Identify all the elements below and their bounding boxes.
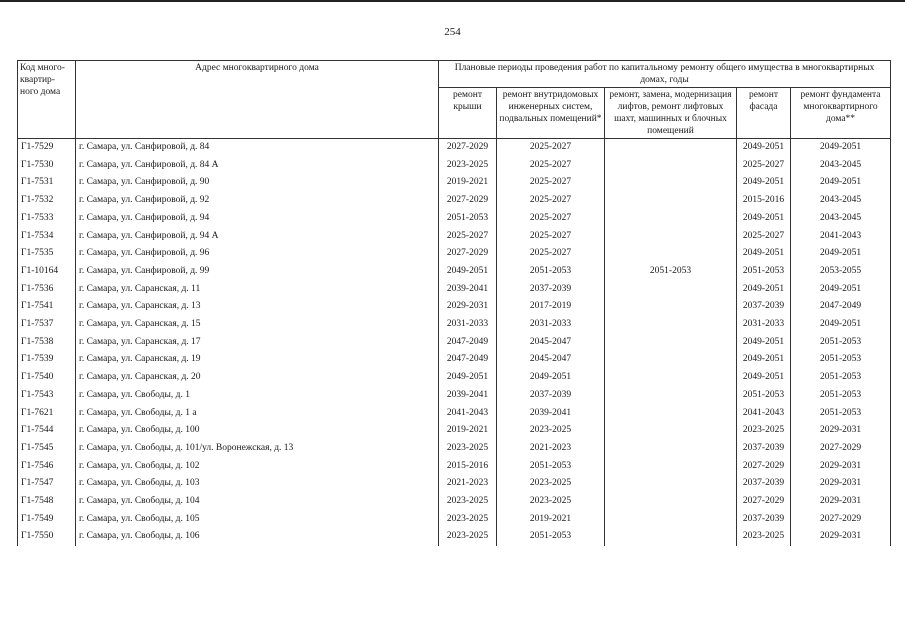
cell-foundation: 2051-2053 — [791, 351, 891, 369]
cell-roof: 2015-2016 — [439, 458, 497, 476]
cell-facade: 2037-2039 — [737, 298, 791, 316]
cell-foundation: 2051-2053 — [791, 369, 891, 387]
cell-engineering: 2025-2027 — [497, 157, 605, 175]
cell-foundation: 2049-2051 — [791, 316, 891, 334]
cell-code: Г1-7540 — [18, 369, 76, 387]
cell-facade: 2037-2039 — [737, 511, 791, 529]
cell-roof: 2047-2049 — [439, 351, 497, 369]
cell-facade: 2049-2051 — [737, 281, 791, 299]
cell-code: Г1-7529 — [18, 139, 76, 157]
cell-lifts — [605, 387, 737, 405]
cell-roof: 2051-2053 — [439, 210, 497, 228]
cell-facade: 2031-2033 — [737, 316, 791, 334]
cell-foundation: 2043-2045 — [791, 192, 891, 210]
cell-roof: 2039-2041 — [439, 387, 497, 405]
cell-address: г. Самара, ул. Свободы, д. 101/ул. Воронежская, д. 13 — [76, 440, 439, 458]
cell-roof: 2027-2029 — [439, 245, 497, 263]
table-row — [18, 210, 891, 228]
cell-engineering: 2025-2027 — [497, 245, 605, 263]
cell-foundation: 2041-2043 — [791, 228, 891, 246]
table-row — [18, 245, 891, 263]
cell-engineering: 2051-2053 — [497, 263, 605, 281]
cell-foundation: 2043-2045 — [791, 157, 891, 175]
cell-engineering: 2023-2025 — [497, 422, 605, 440]
cell-lifts — [605, 475, 737, 493]
cell-roof: 2047-2049 — [439, 334, 497, 352]
cell-code: Г1-7544 — [18, 422, 76, 440]
cell-lifts — [605, 405, 737, 423]
cell-foundation: 2051-2053 — [791, 334, 891, 352]
table-row — [18, 228, 891, 246]
table-row — [18, 351, 891, 369]
cell-address: г. Самара, ул. Свободы, д. 1 а — [76, 405, 439, 423]
cell-lifts — [605, 281, 737, 299]
cell-foundation: 2047-2049 — [791, 298, 891, 316]
cell-lifts — [605, 511, 737, 529]
cell-engineering: 2045-2047 — [497, 334, 605, 352]
cell-engineering: 2037-2039 — [497, 387, 605, 405]
cell-engineering: 2025-2027 — [497, 174, 605, 192]
cell-address: г. Самара, ул. Санфировой, д. 84 — [76, 139, 439, 157]
cell-roof: 2023-2025 — [439, 511, 497, 529]
table-body — [18, 139, 891, 547]
cell-code: Г1-7541 — [18, 298, 76, 316]
table-row — [18, 387, 891, 405]
cell-foundation: 2053-2055 — [791, 263, 891, 281]
cell-address: г. Самара, ул. Свободы, д. 102 — [76, 458, 439, 476]
cell-roof: 2019-2021 — [439, 174, 497, 192]
cell-address: г. Самара, ул. Санфировой, д. 96 — [76, 245, 439, 263]
cell-foundation: 2043-2045 — [791, 210, 891, 228]
cell-roof: 2025-2027 — [439, 228, 497, 246]
cell-engineering: 2017-2019 — [497, 298, 605, 316]
cell-foundation: 2051-2053 — [791, 405, 891, 423]
cell-code: Г1-7543 — [18, 387, 76, 405]
cell-engineering: 2049-2051 — [497, 369, 605, 387]
cell-foundation: 2049-2051 — [791, 174, 891, 192]
cell-lifts — [605, 245, 737, 263]
cell-address: г. Самара, ул. Санфировой, д. 99 — [76, 263, 439, 281]
cell-address: г. Самара, ул. Саранская, д. 13 — [76, 298, 439, 316]
cell-facade: 2023-2025 — [737, 528, 791, 546]
cell-roof: 2049-2051 — [439, 263, 497, 281]
cell-address: г. Самара, ул. Свободы, д. 106 — [76, 528, 439, 546]
cell-facade: 2049-2051 — [737, 174, 791, 192]
header-code: Код много-квартир-ного дома — [18, 61, 76, 139]
header-engineering: ремонт внутридомовых инженерных систем, подвальных помещений* — [497, 88, 605, 139]
cell-address: г. Самара, ул. Свободы, д. 1 — [76, 387, 439, 405]
header-lifts: ремонт, замена, модернизация лифтов, ремонт лифтовых шахт, машинных и блочных помещений — [605, 88, 737, 139]
cell-foundation: 2049-2051 — [791, 245, 891, 263]
cell-engineering: 2021-2023 — [497, 440, 605, 458]
table-row — [18, 528, 891, 546]
capital-repair-schedule-table — [17, 60, 891, 546]
cell-code: Г1-7539 — [18, 351, 76, 369]
cell-address: г. Самара, ул. Саранская, д. 17 — [76, 334, 439, 352]
cell-lifts — [605, 316, 737, 334]
table-row — [18, 316, 891, 334]
cell-address: г. Самара, ул. Санфировой, д. 94 А — [76, 228, 439, 246]
cell-roof: 2027-2029 — [439, 139, 497, 157]
cell-engineering: 2051-2053 — [497, 458, 605, 476]
cell-facade: 2027-2029 — [737, 458, 791, 476]
cell-code: Г1-10164 — [18, 263, 76, 281]
cell-facade: 2049-2051 — [737, 351, 791, 369]
cell-lifts — [605, 493, 737, 511]
cell-facade: 2049-2051 — [737, 210, 791, 228]
cell-code: Г1-7548 — [18, 493, 76, 511]
cell-roof: 2049-2051 — [439, 369, 497, 387]
cell-facade: 2051-2053 — [737, 387, 791, 405]
cell-roof: 2023-2025 — [439, 528, 497, 546]
cell-code: Г1-7549 — [18, 511, 76, 529]
cell-lifts — [605, 334, 737, 352]
table-row — [18, 139, 891, 157]
cell-code: Г1-7537 — [18, 316, 76, 334]
cell-code: Г1-7532 — [18, 192, 76, 210]
page-number: 254 — [444, 26, 461, 38]
cell-engineering: 2037-2039 — [497, 281, 605, 299]
header-address: Адрес многоквартирного дома — [76, 61, 439, 139]
cell-lifts — [605, 139, 737, 157]
cell-roof: 2031-2033 — [439, 316, 497, 334]
cell-roof: 2021-2023 — [439, 475, 497, 493]
cell-code: Г1-7534 — [18, 228, 76, 246]
cell-facade: 2037-2039 — [737, 475, 791, 493]
cell-code: Г1-7547 — [18, 475, 76, 493]
cell-lifts — [605, 440, 737, 458]
cell-address: г. Самара, ул. Саранская, д. 11 — [76, 281, 439, 299]
cell-code: Г1-7550 — [18, 528, 76, 546]
table-row — [18, 192, 891, 210]
header-planned-periods: Плановые периоды проведения работ по капитальному ремонту общего имущества в многоквартирных домах, годы — [439, 61, 891, 88]
cell-foundation: 2029-2031 — [791, 458, 891, 476]
cell-roof: 2027-2029 — [439, 192, 497, 210]
cell-code: Г1-7538 — [18, 334, 76, 352]
cell-address: г. Самара, ул. Саранская, д. 20 — [76, 369, 439, 387]
cell-address: г. Самара, ул. Саранская, д. 19 — [76, 351, 439, 369]
top-border-line — [0, 0, 905, 2]
table-row — [18, 422, 891, 440]
cell-lifts — [605, 228, 737, 246]
cell-engineering: 2051-2053 — [497, 528, 605, 546]
cell-facade: 2041-2043 — [737, 405, 791, 423]
table-row — [18, 334, 891, 352]
table-row — [18, 369, 891, 387]
cell-foundation: 2029-2031 — [791, 422, 891, 440]
cell-address: г. Самара, ул. Санфировой, д. 92 — [76, 192, 439, 210]
cell-lifts — [605, 458, 737, 476]
cell-engineering: 2025-2027 — [497, 192, 605, 210]
table-row — [18, 458, 891, 476]
cell-foundation: 2027-2029 — [791, 511, 891, 529]
cell-roof: 2019-2021 — [439, 422, 497, 440]
cell-roof: 2029-2031 — [439, 298, 497, 316]
cell-address: г. Самара, ул. Свободы, д. 104 — [76, 493, 439, 511]
table-row — [18, 475, 891, 493]
cell-lifts: 2051-2053 — [605, 263, 737, 281]
cell-facade: 2049-2051 — [737, 245, 791, 263]
cell-engineering: 2025-2027 — [497, 210, 605, 228]
cell-lifts — [605, 298, 737, 316]
cell-engineering: 2025-2027 — [497, 139, 605, 157]
cell-engineering: 2023-2025 — [497, 475, 605, 493]
cell-lifts — [605, 192, 737, 210]
table-row — [18, 281, 891, 299]
cell-facade: 2015-2016 — [737, 192, 791, 210]
cell-code: Г1-7536 — [18, 281, 76, 299]
table-row — [18, 493, 891, 511]
cell-foundation: 2049-2051 — [791, 281, 891, 299]
cell-lifts — [605, 157, 737, 175]
cell-lifts — [605, 351, 737, 369]
cell-facade: 2049-2051 — [737, 369, 791, 387]
cell-code: Г1-7531 — [18, 174, 76, 192]
cell-foundation: 2027-2029 — [791, 440, 891, 458]
cell-engineering: 2045-2047 — [497, 351, 605, 369]
cell-facade: 2049-2051 — [737, 334, 791, 352]
cell-foundation: 2029-2031 — [791, 493, 891, 511]
cell-facade: 2049-2051 — [737, 139, 791, 157]
table-header — [18, 61, 891, 139]
cell-address: г. Самара, ул. Санфировой, д. 90 — [76, 174, 439, 192]
table-row — [18, 298, 891, 316]
cell-address: г. Самара, ул. Свободы, д. 103 — [76, 475, 439, 493]
cell-engineering: 2025-2027 — [497, 228, 605, 246]
header-roof: ремонт крыши — [439, 88, 497, 139]
cell-roof: 2041-2043 — [439, 405, 497, 423]
cell-foundation: 2029-2031 — [791, 475, 891, 493]
table-row — [18, 511, 891, 529]
cell-lifts — [605, 210, 737, 228]
header-facade: ремонт фасада — [737, 88, 791, 139]
table-row — [18, 174, 891, 192]
table-row — [18, 263, 891, 281]
cell-foundation: 2049-2051 — [791, 139, 891, 157]
table-row — [18, 157, 891, 175]
cell-facade: 2025-2027 — [737, 157, 791, 175]
header-foundation: ремонт фундамента многоквартирного дома** — [791, 88, 891, 139]
cell-engineering: 2023-2025 — [497, 493, 605, 511]
cell-address: г. Самара, ул. Саранская, д. 15 — [76, 316, 439, 334]
cell-roof: 2023-2025 — [439, 157, 497, 175]
cell-code: Г1-7530 — [18, 157, 76, 175]
cell-code: Г1-7546 — [18, 458, 76, 476]
cell-engineering: 2019-2021 — [497, 511, 605, 529]
cell-lifts — [605, 174, 737, 192]
cell-facade: 2037-2039 — [737, 440, 791, 458]
cell-facade: 2027-2029 — [737, 493, 791, 511]
cell-facade: 2025-2027 — [737, 228, 791, 246]
cell-engineering: 2031-2033 — [497, 316, 605, 334]
cell-roof: 2039-2041 — [439, 281, 497, 299]
cell-roof: 2023-2025 — [439, 493, 497, 511]
cell-facade: 2051-2053 — [737, 263, 791, 281]
cell-address: г. Самара, ул. Санфировой, д. 94 — [76, 210, 439, 228]
cell-engineering: 2039-2041 — [497, 405, 605, 423]
cell-code: Г1-7621 — [18, 405, 76, 423]
cell-address: г. Самара, ул. Санфировой, д. 84 А — [76, 157, 439, 175]
table-row — [18, 405, 891, 423]
cell-code: Г1-7545 — [18, 440, 76, 458]
cell-address: г. Самара, ул. Свободы, д. 100 — [76, 422, 439, 440]
cell-lifts — [605, 528, 737, 546]
cell-address: г. Самара, ул. Свободы, д. 105 — [76, 511, 439, 529]
cell-facade: 2023-2025 — [737, 422, 791, 440]
cell-lifts — [605, 422, 737, 440]
cell-code: Г1-7535 — [18, 245, 76, 263]
cell-code: Г1-7533 — [18, 210, 76, 228]
cell-foundation: 2029-2031 — [791, 528, 891, 546]
cell-roof: 2023-2025 — [439, 440, 497, 458]
table-row — [18, 440, 891, 458]
cell-lifts — [605, 369, 737, 387]
cell-foundation: 2051-2053 — [791, 387, 891, 405]
